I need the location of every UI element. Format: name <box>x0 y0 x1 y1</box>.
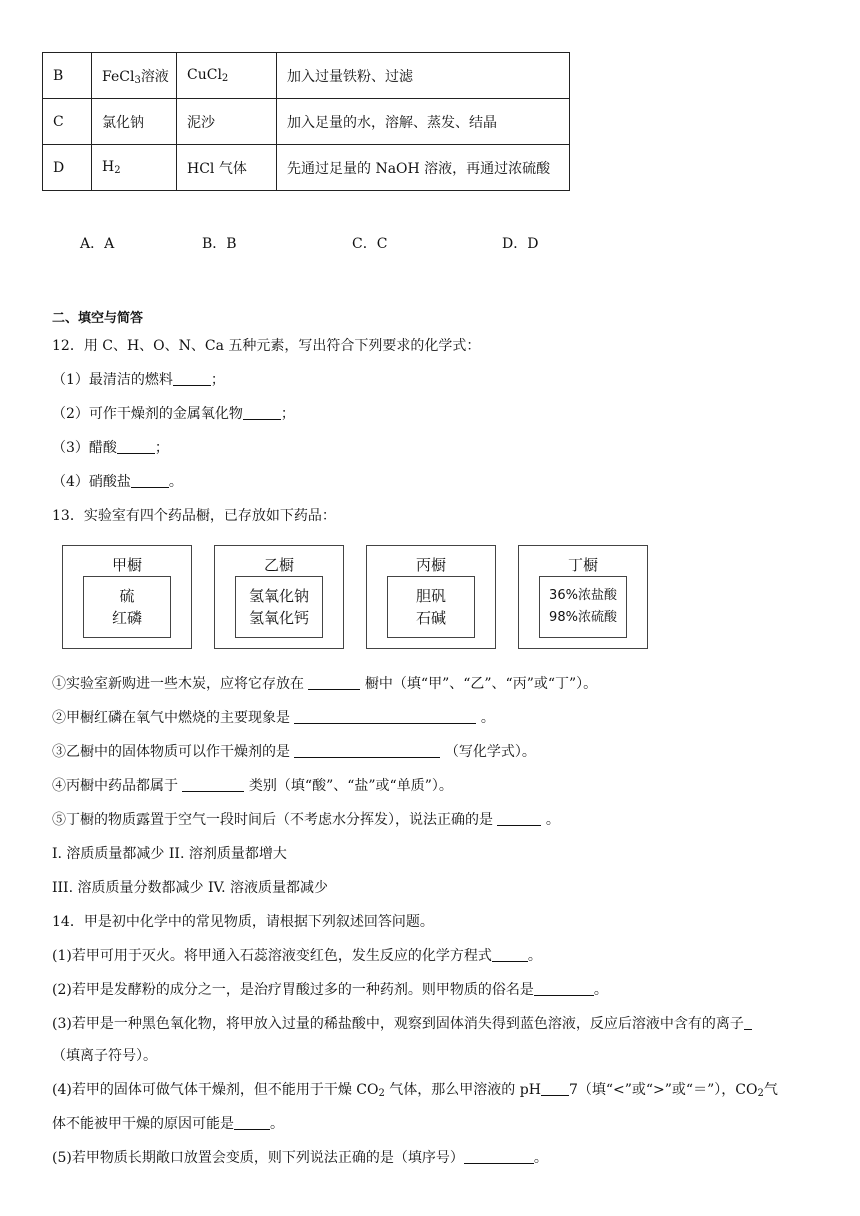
impurity-text: CuCl <box>187 67 222 83</box>
method-cell: 先通过足量的 NaOH 溶液，再通过浓硫酸 <box>277 145 570 191</box>
q12-item-4 <box>52 471 183 491</box>
item-text: （4）硝酸盐 <box>52 474 131 490</box>
choice-a: A．A <box>80 236 115 252</box>
q14-part-5 <box>52 1147 548 1167</box>
question-text: 类别（填“酸”、“盐”或“单质”）。 <box>248 778 453 794</box>
cabinet-contents <box>235 576 323 638</box>
question-text: ①实验室新购进一些木炭，应将它存放在 <box>52 676 304 692</box>
question-text: 。 <box>480 710 495 726</box>
question-text: 。 <box>270 1116 284 1132</box>
q12-item-1 <box>52 369 225 389</box>
question-text: 体不能被甲干燥的原因可能是 <box>52 1116 234 1132</box>
question-text: ⑤丁橱的物质露置于空气一段时间后（不考虑水分挥发），说法正确的是 <box>52 812 493 828</box>
q14-stem: 14．甲是初中化学中的常见物质，请根据下列叙述回答问题。 <box>52 914 434 930</box>
item-text: （1）最清洁的燃料 <box>52 372 173 388</box>
substance-text: FeCl <box>102 68 135 85</box>
choice-c: C．C <box>352 236 388 252</box>
question-text: ③乙橱中的固体物质可以作干燥剂的是 <box>52 744 290 760</box>
q14-part-1 <box>52 945 542 965</box>
q13-options-1: I. 溶质质量都减少 II. 溶剂质量都增大 <box>52 846 287 862</box>
substance-cell <box>92 145 177 191</box>
q12-stem: 12．用 C、H、O、N、Ca 五种元素，写出符合下列要求的化学式： <box>52 338 481 354</box>
answer-blank[interactable] <box>534 981 594 996</box>
chemical-item: 胆矾 <box>415 587 446 605</box>
answer-blank[interactable] <box>744 1015 752 1030</box>
q13-sub-2 <box>52 707 495 727</box>
answer-blank[interactable] <box>294 709 476 724</box>
item-tail: ； <box>154 440 169 456</box>
q13-stem: 13．实验室有四个药品橱，已存放如下药品： <box>52 508 336 524</box>
question-text: ④丙橱中药品都属于 <box>52 778 178 794</box>
answer-blank[interactable] <box>173 371 211 386</box>
subscript: 2 <box>221 73 229 84</box>
subscript: 2 <box>378 1088 385 1099</box>
row-label: C <box>43 99 92 145</box>
method-cell: 加入足量的水，溶解、蒸发、结晶 <box>277 99 570 145</box>
q14-part-3 <box>52 1013 752 1033</box>
subscript: 3 <box>134 74 141 86</box>
answer-blank[interactable] <box>131 473 169 488</box>
answer-blank[interactable] <box>492 947 528 962</box>
question-text: 橱中（填“甲”、“乙”、“丙”或“丁”）。 <box>364 676 598 692</box>
q14-part-3-cont: （填离子符号）。 <box>52 1048 157 1064</box>
cabinet-contents <box>83 576 171 638</box>
answer-blank[interactable] <box>182 777 244 792</box>
question-text: 气 <box>763 1082 778 1098</box>
q12-item-3 <box>52 437 169 457</box>
table-row <box>43 53 570 99</box>
substance-text: H <box>102 159 115 175</box>
table-row <box>43 99 570 145</box>
row-label: B <box>43 53 92 99</box>
section-heading: 二、填空与简答 <box>52 311 144 326</box>
item-tail: 。 <box>168 474 183 490</box>
q12-item-2 <box>52 403 295 423</box>
q13-sub-5 <box>52 809 560 829</box>
question-text: (2)若甲是发酵粉的成分之一，是治疗胃酸过多的一种药剂。则甲物质的俗名是 <box>52 982 534 998</box>
cabinet-contents <box>539 576 627 638</box>
q13-options-2: III. 溶质质量分数都减少 IV. 溶液质量都减少 <box>52 880 329 896</box>
table-row <box>43 145 570 191</box>
choice-b: B．B <box>202 236 237 252</box>
question-text: (5)若甲物质长期敞口放置会变质，则下列说法正确的是（填序号） <box>52 1150 464 1166</box>
cabinet-contents <box>387 576 475 638</box>
cabinet-title: 甲橱 <box>111 556 142 574</box>
item-text: （3）醋酸 <box>52 440 117 456</box>
answer-blank[interactable] <box>234 1115 270 1130</box>
question-text: ②甲橱红磷在氧气中燃烧的主要现象是 <box>52 710 290 726</box>
question-text: (3)若甲是一种黑色氧化物，将甲放入过量的稀盐酸中，观察到固体消失得到蓝色溶液，反应后溶液中含有的离子 <box>52 1016 744 1032</box>
question-text: (4)若甲的固体可做气体干燥剂，但不能用于干燥 CO <box>52 1082 379 1098</box>
cabinet-title: 丁橱 <box>567 556 598 574</box>
substance-cell: 氯化钠 <box>92 99 177 145</box>
chemical-item: 红磷 <box>111 609 142 627</box>
cabinet-title: 丙橱 <box>415 556 446 574</box>
answer-blank[interactable] <box>117 439 155 454</box>
choice-d: D．D <box>502 236 539 252</box>
chemical-item: 石碱 <box>415 609 446 627</box>
options-table <box>42 52 570 191</box>
answer-blank[interactable] <box>464 1149 534 1164</box>
cabinet-ding <box>518 545 648 649</box>
question-text: 。 <box>533 1150 548 1166</box>
question-text: 气体，那么甲溶液的 pH <box>384 1082 541 1098</box>
chemical-item: 氢氧化钙 <box>248 609 309 627</box>
chemical-item: 98%浓硫酸 <box>549 610 617 625</box>
q14-part-4-cont <box>52 1113 284 1133</box>
item-tail: ； <box>280 406 295 422</box>
cabinet-yi <box>214 545 344 649</box>
answer-blank[interactable] <box>541 1081 569 1096</box>
chemical-item: 36%浓盐酸 <box>549 588 617 603</box>
cabinet-jia <box>62 545 192 649</box>
question-text: (1)若甲可用于灭火。将甲通入石蕊溶液变红色，发生反应的化学方程式 <box>52 948 492 964</box>
answer-blank[interactable] <box>308 675 360 690</box>
subscript: 2 <box>757 1088 764 1099</box>
q13-sub-1 <box>52 673 597 693</box>
subscript: 2 <box>114 165 121 176</box>
chemical-item: 硫 <box>119 587 135 605</box>
q13-sub-3 <box>52 741 536 761</box>
row-label: D <box>43 145 92 191</box>
item-tail: ； <box>210 372 225 388</box>
question-text: 。 <box>545 812 560 828</box>
cabinet-bing <box>366 545 496 649</box>
answer-blank[interactable] <box>294 743 440 758</box>
impurity-cell: 泥沙 <box>177 99 277 145</box>
question-text: （写化学式）。 <box>444 744 536 760</box>
method-cell: 加入过量铁粉、过滤 <box>277 53 570 99</box>
q14-part-4 <box>52 1079 778 1099</box>
answer-blank[interactable] <box>497 811 541 826</box>
q14-part-2 <box>52 979 608 999</box>
impurity-cell <box>177 53 277 99</box>
cabinet-title: 乙橱 <box>263 556 294 574</box>
q13-sub-4 <box>52 775 453 795</box>
chemical-item: 氢氧化钠 <box>248 587 309 605</box>
question-text: 。 <box>593 982 608 998</box>
impurity-cell: HCl 气体 <box>177 145 277 191</box>
question-text: 。 <box>527 948 542 964</box>
substance-cell <box>92 53 177 99</box>
item-text: （2）可作干燥剂的金属氧化物 <box>52 406 243 422</box>
substance-tail: 溶液 <box>140 68 169 85</box>
question-text: 7（填“<”或“>”或“＝”），CO <box>568 1082 758 1098</box>
answer-blank[interactable] <box>243 405 281 420</box>
